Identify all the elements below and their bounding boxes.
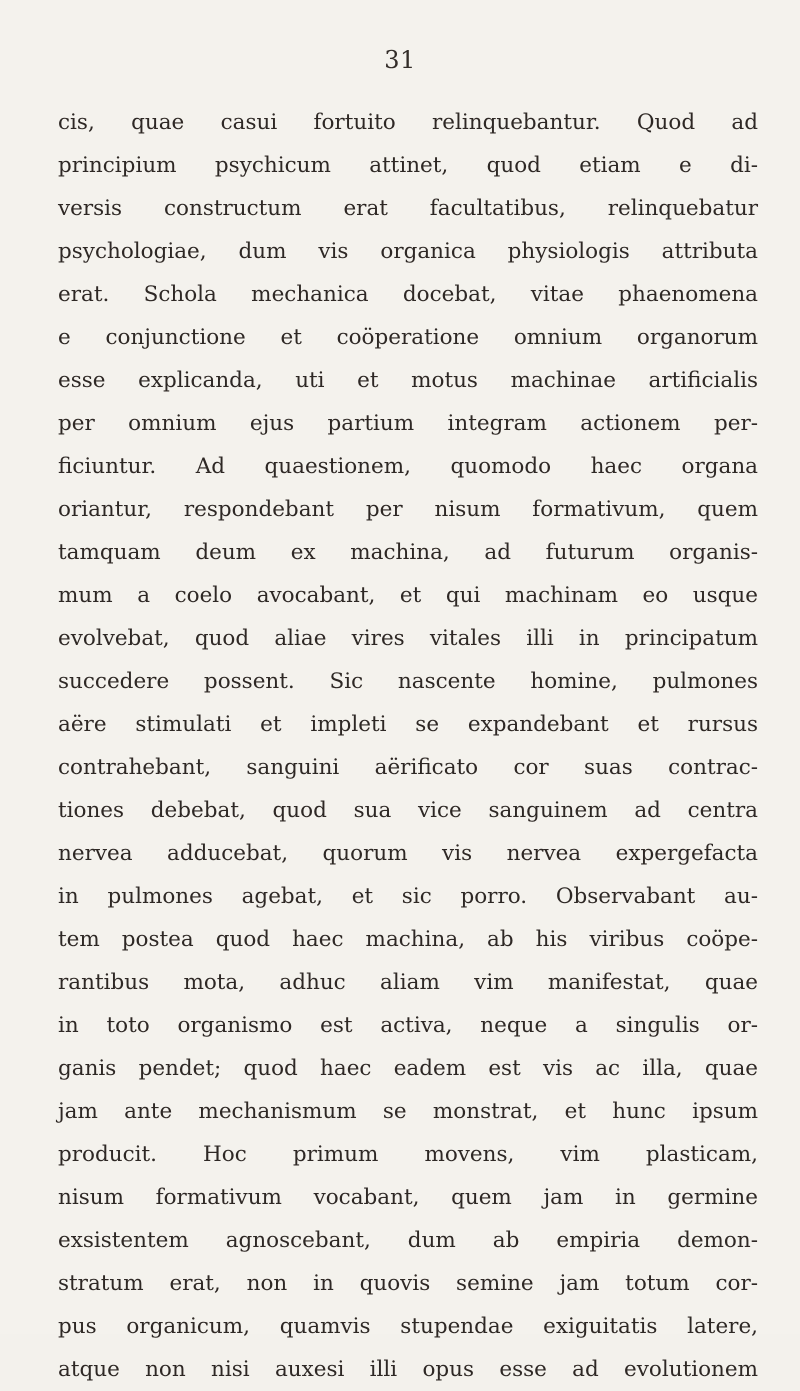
text-line: esse explicanda, uti et motus machinae artificialis	[58, 368, 758, 393]
body-text	[58, 101, 758, 1391]
text-line: jam ante mechanismum se monstrat, et hunc ipsum	[58, 1099, 758, 1124]
text-line: mum a coelo avocabant, et qui machinam eo usque	[58, 583, 758, 608]
text-line: stratum erat, non in quovis semine jam totum cor-	[58, 1271, 758, 1296]
text-line: succedere possent. Sic nascente homine, pulmones	[58, 669, 758, 694]
text-line: psychologiae, dum vis organica physiologis attributa	[58, 239, 758, 264]
text-line: principium psychicum attinet, quod etiam e di-	[58, 153, 758, 178]
text-line: evolvebat, quod aliae vires vitales illi in principatum	[58, 626, 758, 651]
text-line: nervea adducebat, quorum vis nervea expergefacta	[58, 841, 758, 866]
page-number: 31	[384, 46, 416, 74]
text-line: in toto organismo est activa, neque a singulis or-	[58, 1013, 758, 1038]
text-line: producit. Hoc primum movens, vim plasticam,	[58, 1142, 758, 1167]
text-line: tiones debebat, quod sua vice sanguinem ad centra	[58, 798, 758, 823]
text-line: e conjunctione et coöperatione omnium organorum	[58, 325, 758, 350]
text-line: cis, quae casui fortuito relinquebantur. Quod ad	[58, 110, 758, 135]
text-line: per omnium ejus partium integram actionem per-	[58, 411, 758, 436]
text-line: erat. Schola mechanica docebat, vitae phaenomena	[58, 282, 758, 307]
text-line: nisum formativum vocabant, quem jam in germine	[58, 1185, 758, 1210]
text-line: ficiuntur. Ad quaestionem, quomodo haec organa	[58, 454, 758, 479]
text-line: atque non nisi auxesi illi opus esse ad evolutionem	[58, 1357, 758, 1382]
text-line: oriantur, respondebant per nisum formativum, quem	[58, 497, 758, 522]
text-line: exsistentem agnoscebant, dum ab empiria demon-	[58, 1228, 758, 1253]
text-line: aëre stimulati et impleti se expandebant et rursus	[58, 712, 758, 737]
text-line: ganis pendet; quod haec eadem est vis ac illa, quae	[58, 1056, 758, 1081]
text-line: contrahebant, sanguini aërificato cor suas contrac-	[58, 755, 758, 780]
text-line: in pulmones agebat, et sic porro. Observabant au-	[58, 884, 758, 909]
text-line: versis constructum erat facultatibus, relinquebatur	[58, 196, 758, 221]
text-line: tamquam deum ex machina, ad futurum organis-	[58, 540, 758, 565]
text-line: pus organicum, quamvis stupendae exiguitatis latere,	[58, 1314, 758, 1339]
text-line: tem postea quod haec machina, ab his viribus coöpe-	[58, 927, 758, 952]
text-line: rantibus mota, adhuc aliam vim manifestat, quae	[58, 970, 758, 995]
